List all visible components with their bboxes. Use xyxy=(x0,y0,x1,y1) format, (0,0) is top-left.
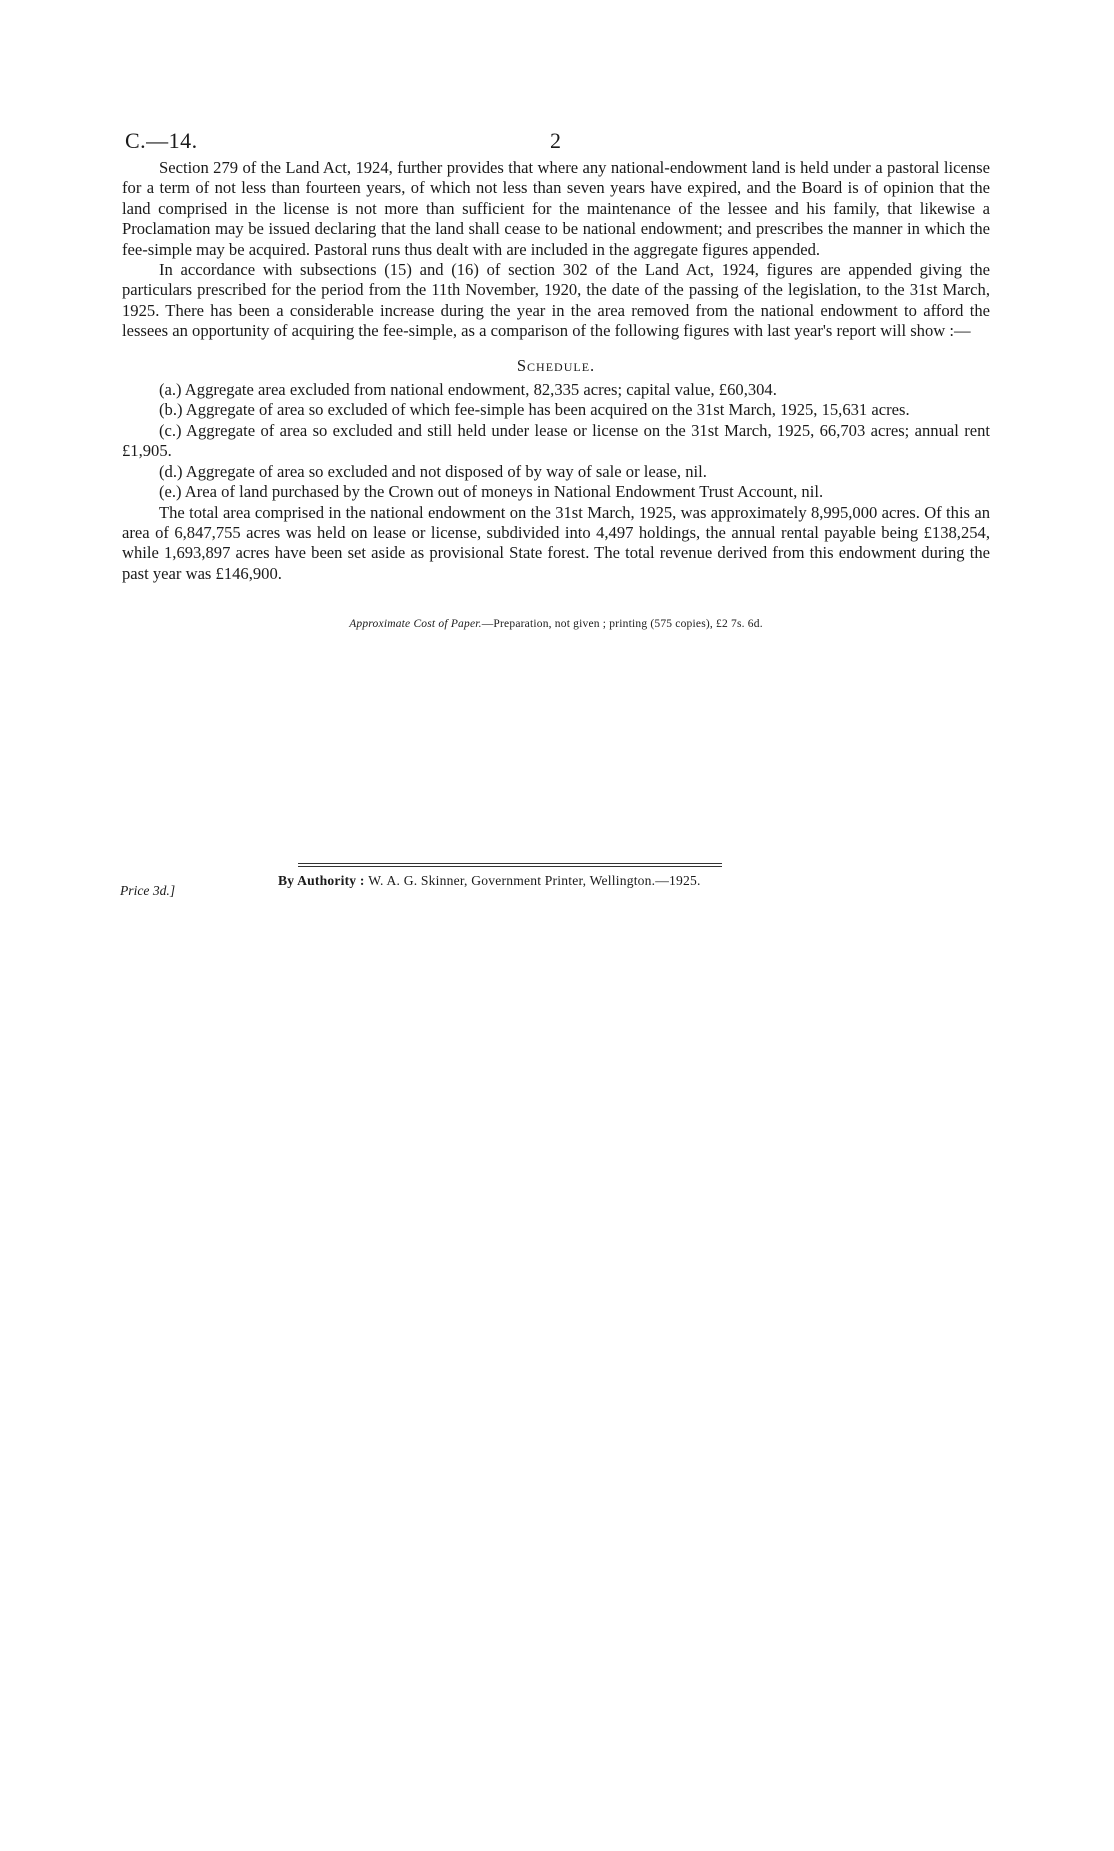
schedule-item: (b.) Aggregate of area so excluded of which fee-simple has been acquired on the 31st March, 1925, 15,631 acres. xyxy=(159,400,910,420)
schedule-item: (e.) Area of land purchased by the Crown out of moneys in National Endowment Trust Account, nil. xyxy=(159,482,824,502)
schedule-list xyxy=(122,380,990,502)
document-reference: C.—14. xyxy=(125,128,198,153)
page-number: 2 xyxy=(550,128,561,153)
body-text xyxy=(122,158,990,584)
authority-label: By Authority : xyxy=(278,873,365,888)
schedule-item: (a.) Aggregate area excluded from national endowment, 82,335 acres; capital value, £60,304. xyxy=(159,380,777,400)
page-header xyxy=(122,120,990,158)
footnote-label: Approximate Cost of Paper. xyxy=(349,618,482,631)
document-page xyxy=(122,120,990,630)
schedule-heading: Schedule. xyxy=(516,355,596,375)
cost-footnote xyxy=(122,618,990,630)
closing-paragraph: The total area comprised in the national endowment on the 31st March, 1925, was approximately 8,995,000 acres. Of this an area of 6,847,755 acres was held on lease or license, subdivided into 4,497 holdings, the annual rental payable being £138,254, while 1,693,897 acres have been set aside as provisional State forest. The total revenue derived from this endowment during the past year was £146,900. xyxy=(122,502,990,583)
price-label: Price 3d.] xyxy=(120,883,176,898)
printer-credit: W. A. G. Skinner, Government Printer, Wellington.—1925. xyxy=(368,873,701,888)
schedule-item: (d.) Aggregate of area so excluded and not disposed of by way of sale or lease, nil. xyxy=(159,461,707,481)
authority-line xyxy=(278,873,701,889)
paragraph: In accordance with subsections (15) and (16) of section 302 of the Land Act, 1924, figures are appended giving the particulars prescribed for the period from the 11th November, 1920, the date of the passing of the legislation, to the 31st March, 1925. There has been a considerable increase during the year in the area removed from the national endowment to afford the lessees an opportunity of acquiring the fee-simple, as a comparison of the following figures with last year's report will show :— xyxy=(122,260,990,341)
paragraph: Section 279 of the Land Act, 1924, further provides that where any national-endowment land is held under a pastoral license for a term of not less than fourteen years, of which not less than seven years have expired, and the Board is of opinion that the land comprised in the license is not more than sufficient for the maintenance of the lessee and his family, that likewise a Proclamation may be issued declaring that the land shall cease to be national endowment; and prescribes the manner in which the fee-simple may be acquired. Pastoral runs thus dealt with are included in the aggregate figures appended. xyxy=(122,158,990,259)
footnote-text: —Preparation, not given ; printing (575 copies), £2 7s. 6d. xyxy=(481,618,763,631)
schedule-item: (c.) Aggregate of area so excluded and still held under lease or license on the 31st March, 1925, 66,703 acres; annual rent £1,905. xyxy=(122,420,990,461)
divider-rule xyxy=(298,863,722,867)
